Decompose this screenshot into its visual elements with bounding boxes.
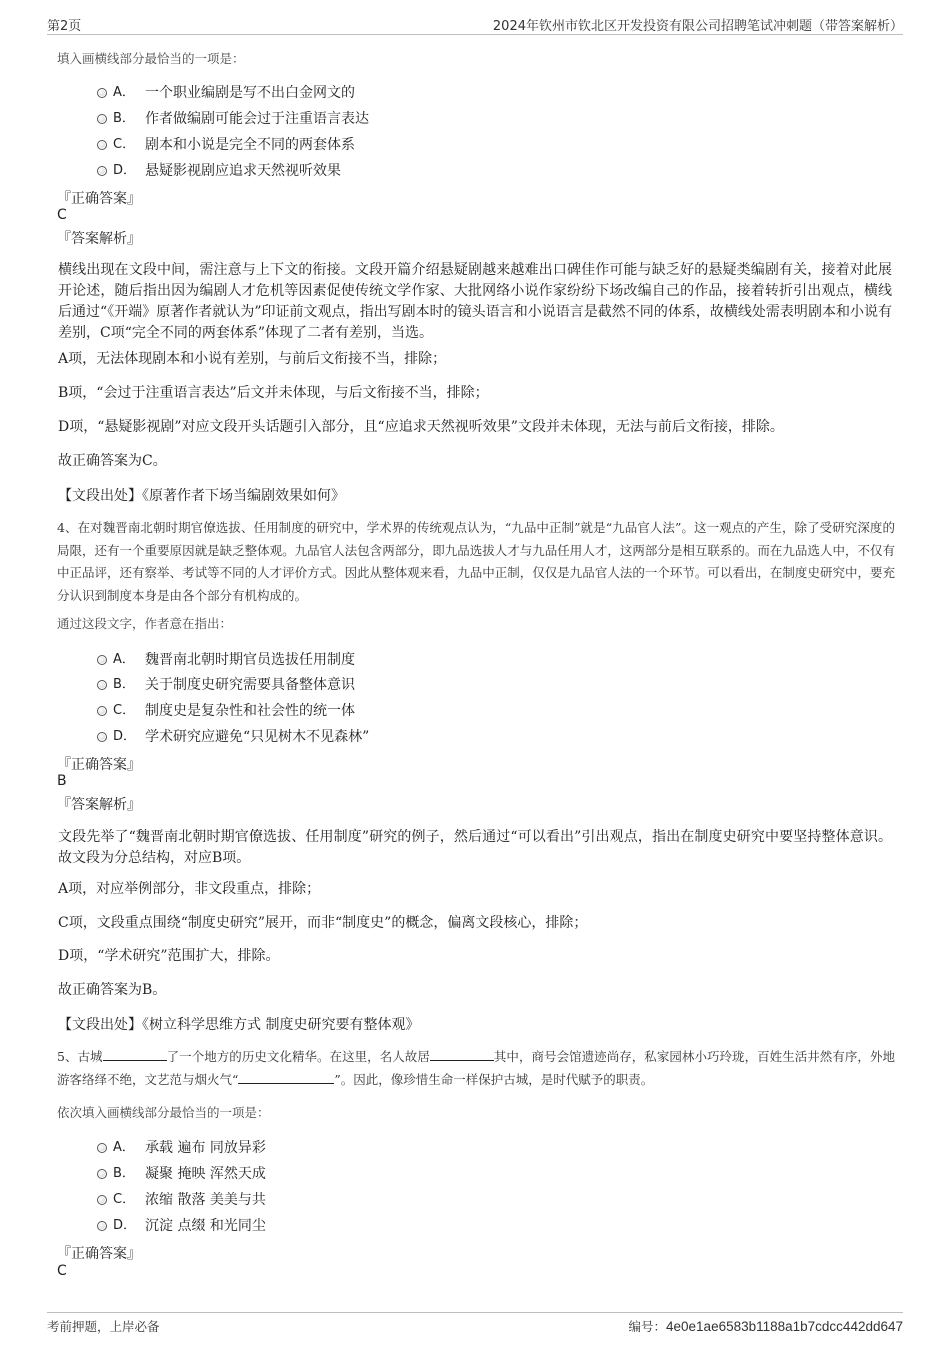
document-title: 2024年钦州市钦北区开发投资有限公司招聘笔试冲刺题（带答案解析）	[492, 19, 903, 34]
radio-button-icon[interactable]	[97, 114, 107, 124]
radio-button-icon[interactable]	[97, 706, 107, 716]
radio-button-icon[interactable]	[97, 655, 107, 665]
q3-analysis-conclusion: 故正确答案为C。	[58, 453, 167, 469]
q3-source: 【文段出处】《原著作者下场当编剧效果如何》	[58, 488, 345, 504]
fill-blank-3	[238, 1071, 334, 1084]
radio-button-icon[interactable]	[97, 1143, 107, 1153]
page-footer	[47, 1312, 903, 1337]
q3-prompt: 填入画横线部分最恰当的一项是：	[57, 51, 245, 66]
q3-analysis-d: D项，“悬疑影视剧”对应文段开头话题引入部分，且“应追求天然视听效果”文段并未体现，无法与前后文衔接，排除。	[58, 419, 784, 435]
q4-question: 4、在对魏晋南北朝时期官僚选拔、任用制度的研究中，学术界的传统观点认为，“九品中正制”就是“九品官人法”。这一观点的产生，除了受研究深度的局限，还有一个重要原因就是缺乏整体观。九品官人法包含两部分，即九品选拔人才与九品任用人才，这两部分是相互联系的。而在九品选人中，不仅有中正品评，还有察举、考试等不同的人才评价方式。因此从整体观来看，九品中正制，仅仅是九品官人法的一个环节。可以看出，在制度史研究中，要充分认识到制度本身是由各个部分有机构成的。	[57, 520, 895, 603]
fill-blank-2	[430, 1048, 494, 1061]
q3-answer-label: 『正确答案』	[57, 191, 141, 207]
q3-analysis-main: 横线出现在文段中间，需注意与上下文的衔接。文段开篇介绍悬疑剧越来越难出口碑佳作可能与缺乏好的悬疑类编剧有关，接着对此展开论述，随后指出因为编剧人才危机等因素促使传统文学作家、大批网络小说作家纷纷下场改编自己的作品，接着转折引出观点，横线后通过“《开端》原著作者就认为”印证前文观点，指出写剧本时的镜头语言和小说语言是截然不同的体系，故横线处需表明剧本和小说有差别，C项“完全不同的两套体系”体现了二者有差别，当选。	[58, 262, 892, 341]
q4-analysis-c: C项，文段重点围绕“制度史研究”展开，而非“制度史”的概念，偏离文段核心，排除；	[58, 915, 588, 931]
footer-slogan: 考前押题，上岸必备	[47, 1319, 160, 1334]
q4-prompt: 通过这段文字，作者意在指出：	[57, 616, 233, 631]
radio-button-icon[interactable]	[97, 1195, 107, 1205]
q4-source: 【文段出处】《树立科学思维方式 制度史研究要有整体观》	[58, 1017, 420, 1033]
radio-button-icon[interactable]	[97, 680, 107, 690]
q4-analysis-main: 文段先举了“魏晋南北朝时期官僚选拔、任用制度”研究的例子，然后通过“可以看出”引出观点，指出在制度史研究中要坚持整体意识。故文段为分总结构，对应B项。	[58, 829, 892, 866]
q3-analysis-a: A项，无法体现剧本和小说有差别，与前后文衔接不当，排除；	[58, 351, 447, 367]
q5-answer: C	[57, 1263, 67, 1279]
radio-button-icon[interactable]	[97, 88, 107, 98]
q3-answer: C	[57, 207, 67, 223]
radio-button-icon[interactable]	[97, 732, 107, 742]
document-code: 编号：4e0e1ae6583b1188a1b7cdcc442dd647	[628, 1319, 903, 1334]
q4-analysis-label: 『答案解析』	[57, 797, 141, 813]
fill-blank-1	[103, 1048, 167, 1061]
radio-button-icon[interactable]	[97, 166, 107, 176]
q5-answer-label: 『正确答案』	[57, 1246, 141, 1262]
page-header	[47, 14, 903, 35]
q3-analysis-label: 『答案解析』	[57, 231, 141, 247]
page-number: 第2页	[47, 19, 82, 34]
radio-button-icon[interactable]	[97, 140, 107, 150]
q5-prompt: 依次填入画横线部分最恰当的一项是：	[57, 1105, 270, 1120]
q5-question: 5、古城 了一个地方的历史文化精华。在这里，名人故居 其中，商号会馆遗迹尚存，私家园林小巧玲珑，百姓生活井然有序，外地游客络绎不绝，文艺范与烟火气“ ”。因此，像珍惜生命一样保护古城，是时代赋予的职责。	[57, 1049, 895, 1087]
q4-analysis-conclusion: 故正确答案为B。	[58, 982, 167, 998]
q4-answer: B	[57, 773, 67, 789]
q3-analysis-b: B项，“会过于注重语言表达”后文并未体现，与后文衔接不当，排除；	[58, 385, 489, 401]
q4-analysis-a: A项，对应举例部分，非文段重点，排除；	[58, 881, 321, 897]
q4-answer-label: 『正确答案』	[57, 757, 141, 773]
radio-button-icon[interactable]	[97, 1169, 107, 1179]
radio-button-icon[interactable]	[97, 1221, 107, 1231]
q4-analysis-d: D项，“学术研究”范围扩大，排除。	[58, 948, 280, 964]
